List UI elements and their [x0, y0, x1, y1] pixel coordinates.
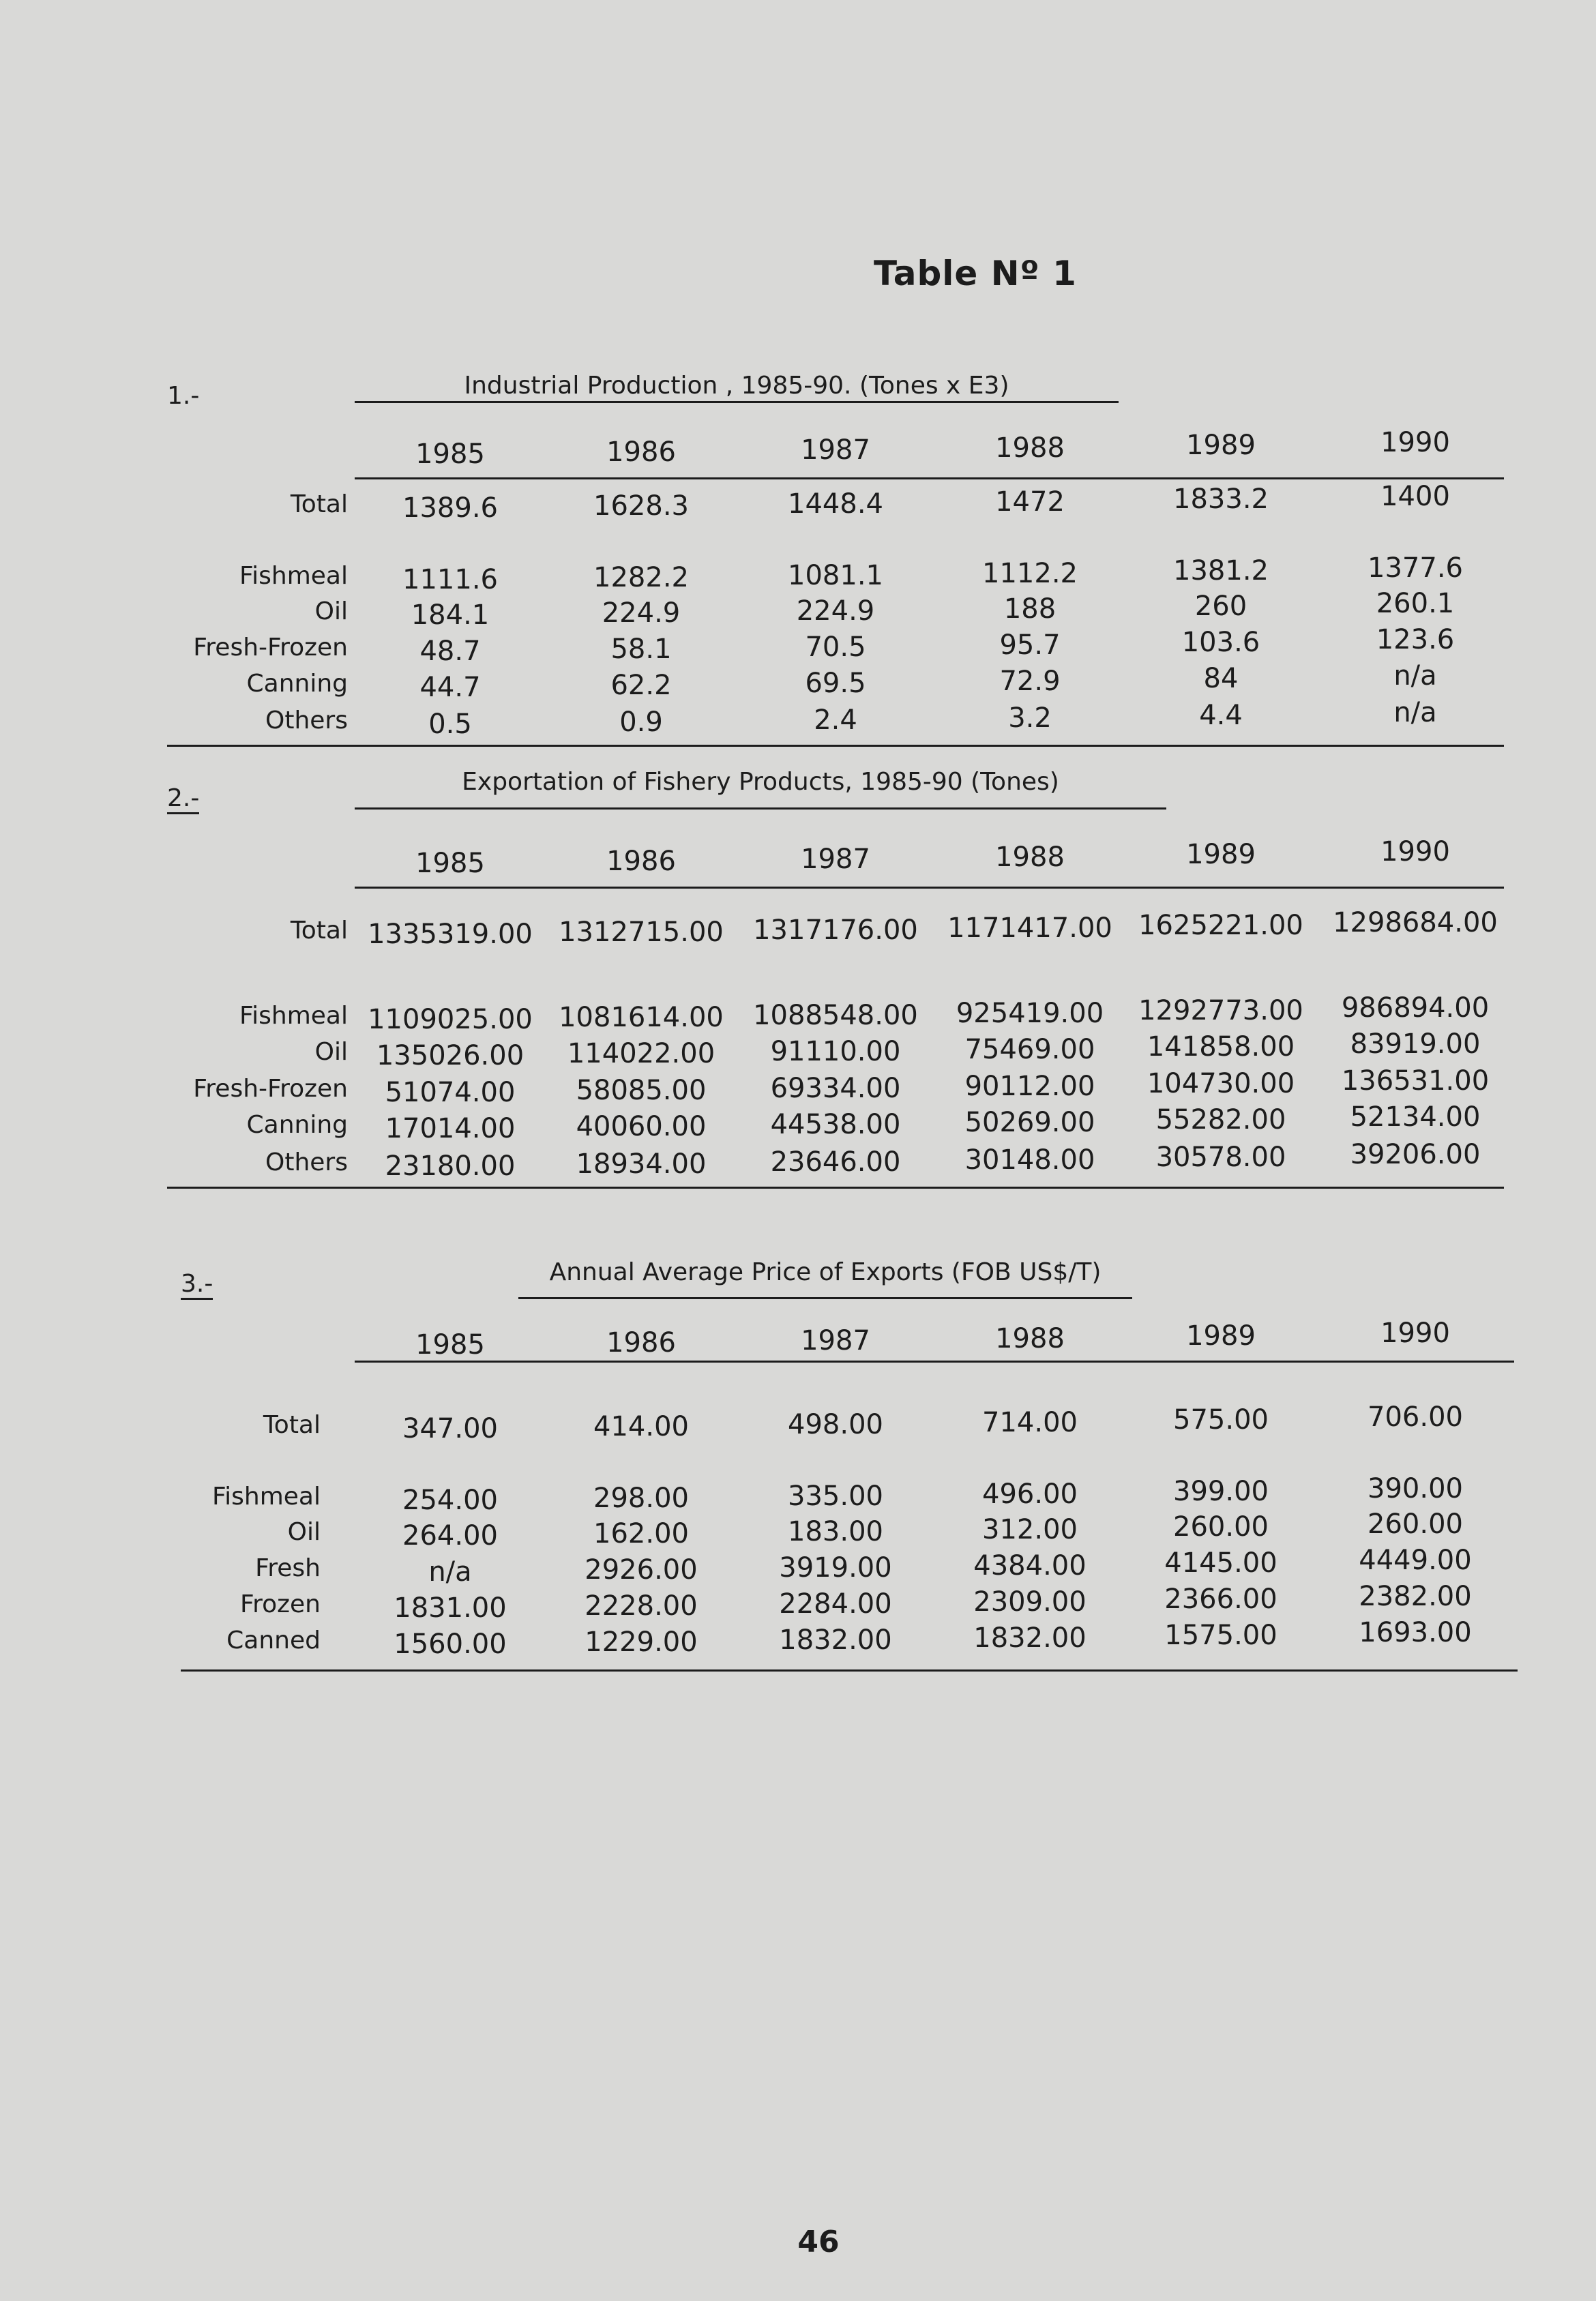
table-cell: 48.7 [419, 636, 481, 668]
year-header: 1988 [995, 432, 1065, 464]
table-cell: 2228.00 [585, 1590, 698, 1622]
table-cell: 1831.00 [394, 1592, 507, 1624]
table-cell: n/a [1393, 697, 1437, 729]
table-cell: 312.00 [982, 1513, 1078, 1545]
table-cell: 0.5 [428, 709, 472, 741]
year-header: 1990 [1380, 1318, 1450, 1350]
year-header: 1986 [606, 845, 676, 877]
table-cell: 91110.00 [770, 1036, 901, 1068]
table-cell: 3919.00 [779, 1552, 892, 1584]
year-header: 1989 [1186, 839, 1256, 870]
table-cell: 298.00 [593, 1482, 689, 1514]
table-cell: 1282.2 [593, 561, 689, 593]
row-label: Fishmeal [212, 1483, 321, 1511]
table-cell: 496.00 [982, 1478, 1078, 1510]
table-cell: 70.5 [805, 632, 866, 664]
table-cell: 44.7 [419, 672, 481, 704]
table-cell: 1560.00 [394, 1629, 507, 1661]
table-cell: 44538.00 [770, 1109, 901, 1141]
table-cell: 184.1 [411, 599, 490, 632]
table-cell: 1389.6 [402, 492, 498, 524]
table-cell: 62.2 [610, 669, 672, 701]
row-label: Others [265, 1148, 348, 1176]
table-cell: 1472 [995, 486, 1065, 518]
table-cell: 2284.00 [779, 1588, 892, 1620]
table-cell: 414.00 [593, 1410, 689, 1442]
table-cell: 141858.00 [1147, 1031, 1295, 1063]
table-cell: 1832.00 [973, 1622, 1087, 1654]
table-cell: 69.5 [805, 668, 866, 700]
table-cell: 1298684.00 [1333, 907, 1498, 939]
header-rule [355, 887, 1504, 889]
table-cell: 1171417.00 [947, 912, 1112, 944]
year-header: 1985 [415, 848, 485, 880]
table-cell: 260.00 [1173, 1511, 1269, 1543]
table-cell: 986894.00 [1341, 992, 1490, 1024]
table-cell: 399.00 [1173, 1476, 1269, 1507]
row-label: Oil [287, 1518, 321, 1546]
table-cell: 58.1 [610, 633, 672, 665]
table-cell: 347.00 [402, 1413, 498, 1445]
table-cell: 575.00 [1173, 1404, 1269, 1436]
table-cell: 23646.00 [770, 1146, 901, 1178]
table-cell: 1109025.00 [368, 1004, 533, 1036]
table-cell: 1381.2 [1173, 555, 1269, 587]
bottom-rule [167, 745, 1504, 747]
table-cell: 2366.00 [1164, 1584, 1277, 1615]
table-cell: 1377.6 [1368, 552, 1463, 584]
table-cell: 136531.00 [1341, 1065, 1490, 1097]
table-cell: 83919.00 [1350, 1028, 1481, 1060]
year-header: 1985 [415, 439, 485, 471]
table-cell: 1317176.00 [753, 915, 918, 947]
table-cell: 1229.00 [585, 1626, 698, 1658]
table-cell: 260.00 [1368, 1509, 1463, 1541]
table-cell: 254.00 [402, 1485, 498, 1517]
table-cell: 51074.00 [385, 1077, 516, 1109]
bottom-rule [181, 1669, 1518, 1672]
row-label: Fresh-Frozen [193, 634, 348, 662]
table-cell: 75469.00 [964, 1033, 1095, 1065]
table-cell: 4.4 [1199, 700, 1243, 731]
table-cell: 1111.6 [402, 564, 498, 596]
year-header: 1988 [995, 841, 1065, 873]
table-cell: 69334.00 [770, 1073, 901, 1105]
table-cell: 30148.00 [964, 1144, 1095, 1176]
table-cell: 1081.1 [788, 560, 883, 592]
year-header: 1987 [801, 434, 870, 466]
row-label: Oil [314, 597, 348, 625]
table-cell: 58085.00 [576, 1074, 707, 1106]
table-cell: 1400 [1380, 481, 1450, 513]
year-header: 1989 [1186, 430, 1256, 461]
row-label: Frozen [240, 1590, 321, 1618]
page-number: 46 [797, 2225, 840, 2259]
table-cell: 1088548.00 [753, 1000, 918, 1032]
table-cell: 264.00 [402, 1520, 498, 1552]
table-cell: n/a [428, 1556, 472, 1588]
table-cell: 1693.00 [1359, 1617, 1472, 1649]
year-header: 1989 [1186, 1320, 1256, 1352]
row-label: Canning [246, 1111, 348, 1139]
row-label: Total [263, 1411, 321, 1439]
table-cell: 162.00 [593, 1517, 689, 1549]
table-cell: 50269.00 [964, 1106, 1095, 1138]
table-cell: 1833.2 [1173, 484, 1269, 515]
table-cell: 18934.00 [576, 1148, 707, 1180]
section-title: Annual Average Price of Exports (FOB US$/T) [549, 1258, 1102, 1286]
table-cell: 335.00 [788, 1481, 883, 1513]
table-cell: 72.9 [999, 665, 1061, 697]
row-label: Total [290, 490, 348, 518]
table-cell: 498.00 [788, 1409, 883, 1441]
year-header: 1990 [1380, 836, 1450, 868]
title-rule [355, 807, 1166, 810]
table-cell: 3.2 [1008, 702, 1052, 734]
row-label: Others [265, 707, 348, 734]
row-label: Canned [226, 1627, 321, 1654]
table-cell: 4449.00 [1359, 1545, 1472, 1577]
table-cell: 4145.00 [1164, 1547, 1277, 1579]
table-cell: 714.00 [982, 1406, 1078, 1438]
table-cell: 224.9 [602, 597, 681, 629]
row-label: Total [290, 917, 348, 945]
year-header: 1985 [415, 1329, 485, 1361]
table-cell: 706.00 [1368, 1401, 1463, 1434]
table-cell: 1625221.00 [1138, 910, 1303, 941]
table-cell: 183.00 [788, 1516, 883, 1548]
section-number: 1.- [167, 382, 200, 410]
table-cell: 23180.00 [385, 1150, 516, 1183]
table-cell: 1575.00 [1164, 1620, 1277, 1651]
table-cell: 114022.00 [567, 1037, 715, 1069]
table-cell: 30578.00 [1155, 1142, 1286, 1173]
table-cell: 1335319.00 [368, 919, 533, 951]
year-header: 1987 [801, 1325, 870, 1357]
row-label: Canning [246, 670, 348, 698]
row-label: Fresh-Frozen [193, 1075, 348, 1103]
table-cell: 84 [1203, 663, 1239, 694]
year-header: 1988 [995, 1322, 1065, 1354]
year-header: 1990 [1380, 427, 1450, 459]
table-cell: 1448.4 [788, 488, 883, 520]
table-cell: 1112.2 [982, 557, 1078, 589]
table-cell: 17014.00 [385, 1113, 516, 1145]
table-cell: 4384.00 [973, 1549, 1087, 1582]
table-cell: 123.6 [1376, 624, 1455, 656]
table-cell: 135026.00 [376, 1040, 524, 1072]
bottom-rule [167, 1187, 1504, 1189]
table-cell: 104730.00 [1147, 1068, 1295, 1099]
year-header: 1986 [606, 1326, 676, 1359]
year-header: 1986 [606, 436, 676, 468]
table-cell: 260 [1194, 591, 1247, 622]
table-cell: 0.9 [619, 706, 663, 738]
page-title: Table Nº 1 [874, 254, 1077, 293]
table-cell: 188 [1003, 593, 1056, 625]
table-cell: 55282.00 [1155, 1104, 1286, 1135]
table-cell: 1628.3 [593, 490, 689, 522]
table-cell: 1081614.00 [559, 1001, 724, 1033]
table-cell: 390.00 [1368, 1473, 1463, 1505]
table-cell: 40060.00 [576, 1110, 707, 1142]
table-cell: 1312715.00 [559, 916, 724, 948]
table-cell: 224.9 [796, 595, 875, 627]
table-cell: 1292773.00 [1138, 995, 1303, 1026]
row-label: Oil [314, 1038, 348, 1066]
section-number: 2.- [167, 784, 199, 814]
header-rule [355, 1361, 1514, 1363]
table-cell: 52134.00 [1350, 1101, 1481, 1133]
table-cell: n/a [1393, 660, 1437, 692]
table-cell: 103.6 [1181, 627, 1260, 658]
title-rule [518, 1297, 1132, 1299]
table-cell: 925419.00 [956, 997, 1104, 1029]
table-cell: 260.1 [1376, 588, 1455, 620]
row-label: Fishmeal [239, 562, 348, 590]
table-cell: 39206.00 [1350, 1139, 1481, 1171]
table-cell: 95.7 [999, 629, 1061, 661]
row-label: Fresh [255, 1554, 321, 1582]
row-label: Fishmeal [239, 1002, 348, 1030]
table-cell: 90112.00 [964, 1070, 1095, 1102]
table-cell: 2309.00 [973, 1586, 1087, 1618]
section-number: 3.- [181, 1270, 213, 1300]
year-header: 1987 [801, 844, 870, 876]
section-title: Exportation of Fishery Products, 1985-90 (Tones) [462, 768, 1059, 796]
table-cell: 2382.00 [1359, 1581, 1472, 1613]
table-cell: 2.4 [814, 704, 857, 737]
section-title: Industrial Production , 1985-90. (Tones x E3) [464, 372, 1009, 400]
table-cell: 1832.00 [779, 1624, 892, 1657]
header-rule [355, 477, 1504, 479]
title-rule [355, 401, 1119, 403]
table-cell: 2926.00 [585, 1554, 698, 1586]
